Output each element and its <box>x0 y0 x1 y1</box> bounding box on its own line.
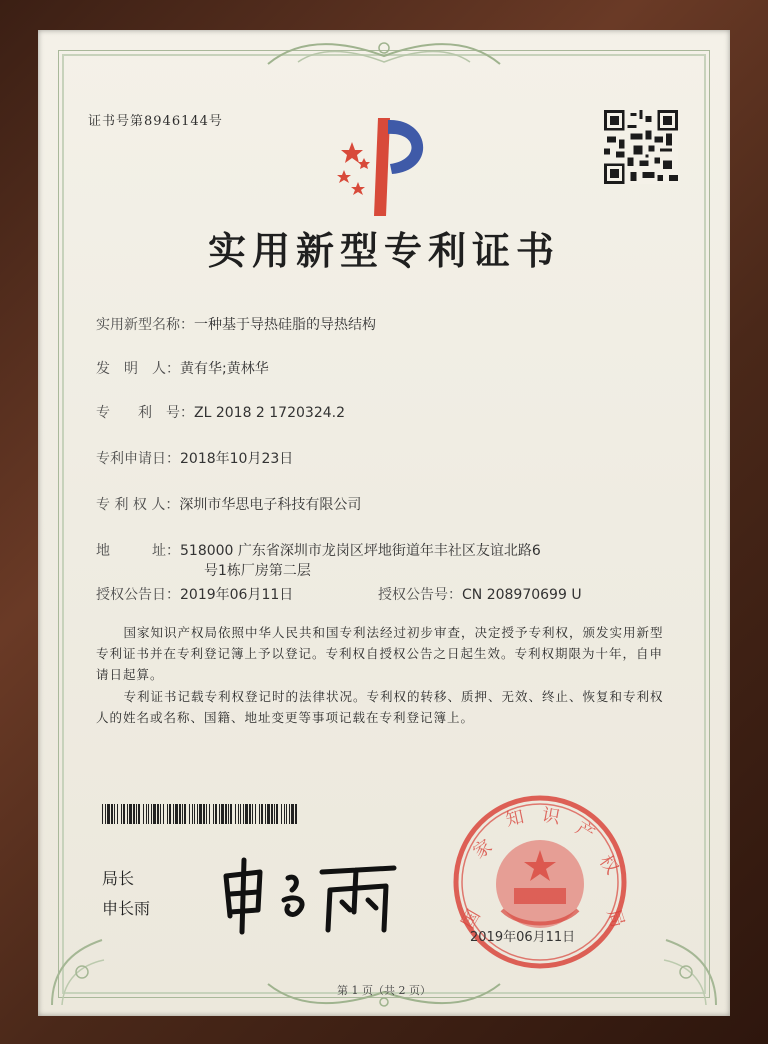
svg-text:知: 知 <box>503 806 526 831</box>
patent-logo-icon <box>330 110 440 222</box>
field-value: 518000 广东省深圳市龙岗区坪地街道年丰社区友谊北路6 <box>180 543 541 559</box>
field-label: 专 利 号： <box>96 405 194 421</box>
field-application-date <box>96 448 293 468</box>
svg-text:产: 产 <box>571 817 599 846</box>
svg-text:国: 国 <box>457 906 485 933</box>
field-label: 专利申请日： <box>96 451 180 467</box>
field-patentee <box>96 494 361 514</box>
signature-icon <box>218 850 408 936</box>
official-seal-icon <box>450 792 630 972</box>
svg-text:家: 家 <box>469 835 497 864</box>
field-patent-number <box>96 402 345 422</box>
field-label: 实用新型名称： <box>96 317 194 333</box>
field-grant-number <box>378 584 582 604</box>
field-label: 授权公告日： <box>96 587 180 603</box>
field-value: 深圳市华思电子科技有限公司 <box>179 497 362 513</box>
field-address-line2 <box>204 560 311 580</box>
official-title: 局长 <box>102 869 135 888</box>
svg-text:权: 权 <box>594 851 623 879</box>
paragraph-grant-notice: 国家知识产权局依照中华人民共和国专利法经过初步审查，决定授予专利权，颁发实用新型专利证书并在专利登记簿上予以登记。专利权自授权公告之日起生效。专利权期限为十年，自申请日起算。 <box>96 625 664 682</box>
field-value: CN 208970699 U <box>462 587 582 603</box>
field-value: 2019年06月11日 <box>180 587 294 603</box>
field-value: 黄有华;黄林华 <box>180 361 269 377</box>
field-value: 一种基于导热硅脂的导热结构 <box>194 317 376 333</box>
official-name: 申长雨 <box>102 899 151 918</box>
seal-date: 2019年06月11日 <box>470 930 576 945</box>
field-value: 2018年10月23日 <box>180 451 294 467</box>
barcode-icon <box>102 804 298 824</box>
field-label: 专 利 权 人： <box>96 497 180 513</box>
field-label: 授权公告号： <box>378 587 462 603</box>
field-inventor <box>96 358 269 378</box>
paragraph-legal-notice: 专利证书记载专利权登记时的法律状况。专利权的转移、质押、无效、终止、恢复和专利权人的姓名或名称、国籍、地址变更等事项记载在专利登记簿上。 <box>96 689 664 725</box>
certificate-paper <box>38 30 730 1016</box>
field-label: 发 明 人： <box>96 361 180 377</box>
field-grant-date <box>96 584 293 604</box>
top-ornament-icon <box>258 34 510 70</box>
certificate-number: 证书号第8946144号 <box>88 114 223 129</box>
svg-text:识: 识 <box>540 804 562 829</box>
page-number: 第 1 页（共 2 页） <box>337 984 431 997</box>
field-value: 号1栋厂房第二层 <box>204 563 311 579</box>
field-utility-name <box>96 314 376 334</box>
svg-text:局: 局 <box>602 906 628 931</box>
certificate-title: 实用新型专利证书 <box>207 229 560 273</box>
field-address <box>96 540 541 560</box>
qr-code-icon <box>604 110 678 184</box>
field-value: ZL 2018 2 1720324.2 <box>194 405 345 421</box>
field-label: 地 址： <box>96 543 180 559</box>
